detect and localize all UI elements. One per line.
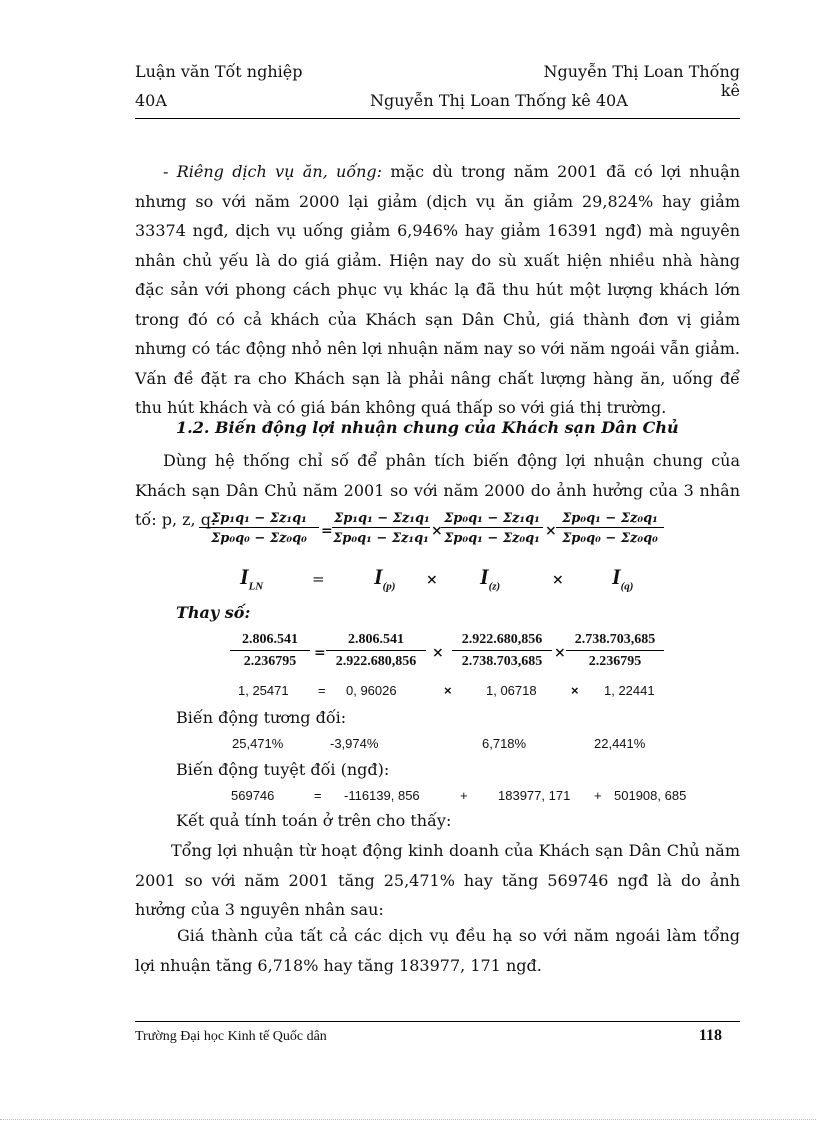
formula-numerator: Σp₁q₁ − Σz₁q₁ [199, 511, 319, 528]
index-times: × [552, 572, 564, 588]
numeric-fraction-price [326, 632, 426, 670]
section-heading: 1.2. Biến động lợi nhuận chung của Khách sạn Dân Chủ [176, 418, 679, 437]
formula-fraction-total [199, 511, 319, 546]
result-label: Kết quả tính toán ở trên cho thấy: [176, 811, 452, 830]
index-symbol: I [240, 564, 249, 589]
numeric-equals: = [314, 645, 326, 661]
formula-numerator: Σp₀q₁ − Σz₁q₁ [441, 511, 543, 528]
formula-times: × [545, 523, 557, 539]
numeric-fraction-quantity [566, 632, 664, 670]
numeric-numerator: 2.806.541 [326, 632, 426, 651]
ratio-price: 0, 96026 [346, 683, 397, 698]
numeric-numerator: 2.738.703,685 [566, 632, 664, 651]
paragraph-cost-effect-text: Giá thành của tất cả các dịch vụ đều hạ so với năm ngoái làm tổng lợi nhuận tăng 6,718% hay tăng 183977, 171 ngđ. [135, 926, 740, 975]
formula-denominator: Σp₀q₀ − Σz₀q₀ [211, 531, 307, 546]
header-left-title: Luận văn Tốt nghiệp [135, 62, 303, 81]
index-p [374, 564, 395, 592]
formula-numerator: Σp₀q₁ − Σz₀q₁ [556, 511, 664, 528]
header-rule [135, 118, 740, 119]
numeric-numerator: 2.922.680,856 [452, 632, 552, 651]
absolute-price: -116139, 856 [344, 788, 420, 803]
ratio-cost: 1, 06718 [486, 683, 537, 698]
index-times: × [426, 572, 438, 588]
index-symbol: I [612, 564, 621, 589]
index-subscript: (q) [620, 580, 634, 593]
page-number: 118 [698, 1027, 722, 1044]
relative-price: -3,974% [330, 736, 379, 751]
paragraph-food-beverage [135, 157, 740, 423]
header-left-class: 40A [135, 91, 167, 110]
absolute-total: 569746 [231, 788, 275, 803]
paragraph-cost-effect [135, 921, 740, 980]
absolute-change-label: Biến động tuyệt đối (ngđ): [176, 760, 390, 779]
index-z [480, 564, 500, 592]
numeric-fraction-cost [452, 632, 552, 670]
index-equals: = [312, 570, 325, 588]
ratio-quantity: 1, 22441 [604, 683, 655, 698]
index-ln [240, 564, 263, 592]
formula-equals: = [321, 523, 333, 539]
numeric-denominator: 2.236795 [588, 654, 642, 669]
relative-quantity: 22,441% [594, 736, 646, 751]
paragraph-total-profit-text: Tổng lợi nhuận từ hoạt động kinh doanh của Khách sạn Dân Chủ năm 2001 so với năm 2001 tăng 25,471% hay tăng 569746 ngđ là do ảnh hưởng của 3 nguyên nhân sau: [135, 841, 740, 919]
absolute-equals: = [314, 788, 322, 803]
numeric-times: × [432, 645, 444, 661]
formula-fraction-quantity [556, 511, 664, 546]
formula-denominator: Σp₀q₁ − Σz₀q₁ [444, 531, 540, 546]
relative-change-label: Biến động tương đối: [176, 708, 347, 727]
absolute-cost: 183977, 171 [498, 788, 571, 803]
absolute-plus: + [594, 788, 602, 803]
formula-denominator: Σp₀q₀ − Σz₀q₀ [562, 531, 658, 546]
footer-rule [135, 1021, 740, 1022]
header-center-author: Nguyễn Thị Loan Thống kê 40A [370, 91, 628, 110]
formula-times: × [431, 523, 443, 539]
ratio-times: × [444, 683, 452, 698]
index-symbol: I [480, 564, 489, 589]
absolute-plus: + [460, 788, 468, 803]
footer-school: Trường Đại học Kinh tế Quốc dân [135, 1029, 327, 1044]
numeric-denominator: 2.922.680,856 [335, 654, 417, 669]
index-subscript: (z) [488, 580, 501, 593]
formula-fraction-cost [441, 511, 543, 546]
paragraph-index-system-text: Dùng hệ thống chỉ số để phân tích biến động lợi nhuận chung của Khách sạn Dân Chủ năm 2001 so với năm 2000 do ảnh hưởng của 3 nhân tố: p, z, q. [135, 451, 740, 529]
relative-total: 25,471% [232, 736, 284, 751]
paragraph-total-profit [135, 836, 740, 925]
header-right-author: Nguyễn Thị Loan Thống kê [543, 62, 740, 100]
paragraph-lead-italic: - Riêng dịch vụ ăn, uống: [163, 162, 383, 181]
substitution-label: Thay số: [176, 603, 251, 622]
ratio-times: × [571, 683, 579, 698]
absolute-quantity: 501908, 685 [614, 788, 687, 803]
numeric-denominator: 2.738.703,685 [461, 654, 543, 669]
formula-denominator: Σp₀q₁ − Σz₁q₁ [333, 531, 429, 546]
numeric-denominator: 2.236795 [243, 654, 297, 669]
ratio-total: 1, 25471 [238, 683, 289, 698]
formula-numerator: Σp₁q₁ − Σz₁q₁ [334, 511, 430, 526]
index-subscript: (p) [382, 580, 396, 593]
relative-cost: 6,718% [482, 736, 527, 751]
numeric-fraction-total [230, 632, 310, 670]
ratio-equals: = [318, 683, 326, 698]
paragraph-body: mặc dù trong năm 2001 đã có lợi nhuận nhưng so với năm 2000 lại giảm (dịch vụ ăn giảm 29,824% hay giảm 33374 ngđ, dịch vụ uống giảm 6,946% hay giảm 16391 ngđ) mà nguyên nhân chủ yếu là do giá giảm. Hiện nay do sù xuất hiện nhiều nhà hàng đặc sản với phong cách phục vụ khác lạ đã thu hút một lượng khách lớn trong đó có cả khách của Khách sạn Dân Chủ, giá thành đơn vị giảm nhưng có tác động nhỏ nên lợi nhuận năm nay so với năm ngoái vẫn giảm. Vấn đề đặt ra cho Khách sạn là phải nâng chất lượng hàng ăn, uống để thu hút khách và có giá bán không quá thấp so với giá thị trường. [135, 162, 740, 417]
formula-fraction-price [332, 511, 430, 546]
numeric-times: × [554, 645, 566, 661]
numeric-numerator: 2.806.541 [230, 632, 310, 651]
index-q [612, 564, 633, 592]
index-subscript: LN [248, 580, 264, 593]
index-symbol: I [374, 564, 383, 589]
page-bottom-border [0, 1119, 816, 1120]
